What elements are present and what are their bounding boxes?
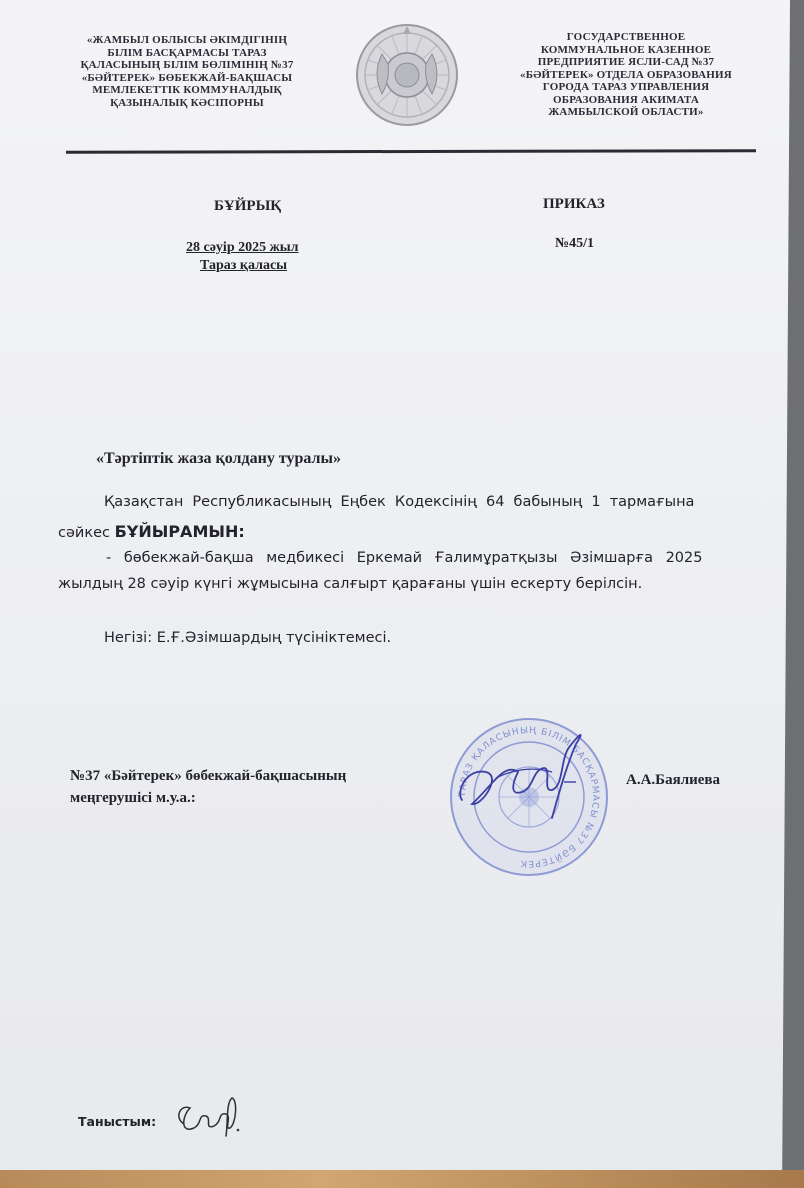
- signer-title-line-1: №37 «Бәйтерек» бөбекжай-бақшасының: [70, 768, 347, 784]
- signer-name: А.А.Баялиева: [626, 772, 721, 788]
- header-left-line: «ЖАМБЫЛ ОБЛЫСЫ ӘКІМДІГІНІҢ: [86, 34, 288, 46]
- order-number: №45/1: [555, 236, 594, 251]
- header-left-line: ҚАЗЫНАЛЫҚ КӘСІПОРНЫ: [110, 96, 264, 109]
- body-paragraph-1-prefix: сәйкес: [58, 525, 115, 541]
- signature-icon: [452, 722, 602, 826]
- header-right-line: КОММУНАЛЬНОЕ КАЗЕННОЕ: [540, 43, 712, 56]
- title-russian: ПРИКАЗ: [543, 196, 605, 212]
- header-right-line: «БӘЙТЕРЕК» ОТДЕЛА ОБРАЗОВАНИЯ: [520, 68, 732, 81]
- header-right-line: ЖАМБЫЛСКОЙ ОБЛАСТИ»: [548, 106, 704, 118]
- header-left-line: ҚАЛАСЫНЫҢ БІЛІМ БӨЛІМІНІҢ №37: [80, 59, 294, 71]
- body-paragraph-1-line-1: Қазақстан Республикасының Еңбек Кодексінің 64 бабының 1 тармағына: [104, 494, 695, 510]
- stamp-ring-text: ТАРАЗ ҚАЛАСЫНЫҢ БІЛІМ БАСҚАРМАСЫ №37 БӘЙТЕРЕК: [457, 725, 601, 869]
- order-basis: Негізі: Е.Ғ.Әзімшардың түсініктемесі.: [104, 630, 392, 646]
- order-city: Тараз қаласы: [200, 258, 288, 273]
- signer-title-line-2: меңгерушісі м.у.а.:: [70, 790, 196, 806]
- table-surface: [0, 1170, 804, 1188]
- order-subject: «Тәртіптік жаза қолдану туралы»: [96, 450, 341, 467]
- header-right-line: ПРЕДПРИЯТИЕ ЯСЛИ-САД №37: [537, 56, 715, 68]
- order-date: 28 сәуір 2025 жыл: [186, 240, 299, 255]
- header-left-line: «БӘЙТЕРЕК» БӨБЕКЖАЙ-БАҚШАСЫ: [81, 71, 293, 84]
- order-directive: БҰЙЫРАМЫН:: [114, 522, 245, 541]
- body-paragraph-2-line-1: - бөбекжай-бақша медбикесі Еркемай Ғалимұратқызы Әзімшарға 2025: [106, 550, 703, 566]
- header-left-line: БІЛІМ БАСҚАРМАСЫ ТАРАЗ: [107, 46, 267, 59]
- state-emblem-icon: [352, 20, 462, 130]
- header-right-line: ГОРОДА ТАРАЗ УПРАВЛЕНИЯ: [542, 81, 710, 93]
- body-paragraph-1-line-2: [58, 522, 245, 541]
- header-kazakh: [58, 34, 316, 109]
- header-right-line: ОБРАЗОВАНИЯ АКИМАТА: [553, 93, 699, 106]
- header-right-line: ГОСУДАРСТВЕННОЕ: [566, 31, 686, 43]
- header-russian: [496, 31, 756, 119]
- title-kazakh: БҰЙРЫҚ: [214, 198, 282, 214]
- body-paragraph-2-line-2: жылдың 28 сәуір күнгі жұмысына салғырт қарағаны үшін ескерту берілсін.: [58, 576, 643, 592]
- employee-signature-icon: [172, 1094, 244, 1138]
- header-left-line: МЕМЛЕКЕТТІК КОММУНАЛДЫҚ: [92, 84, 282, 96]
- acquainted-label: Таныстым:: [78, 1114, 157, 1129]
